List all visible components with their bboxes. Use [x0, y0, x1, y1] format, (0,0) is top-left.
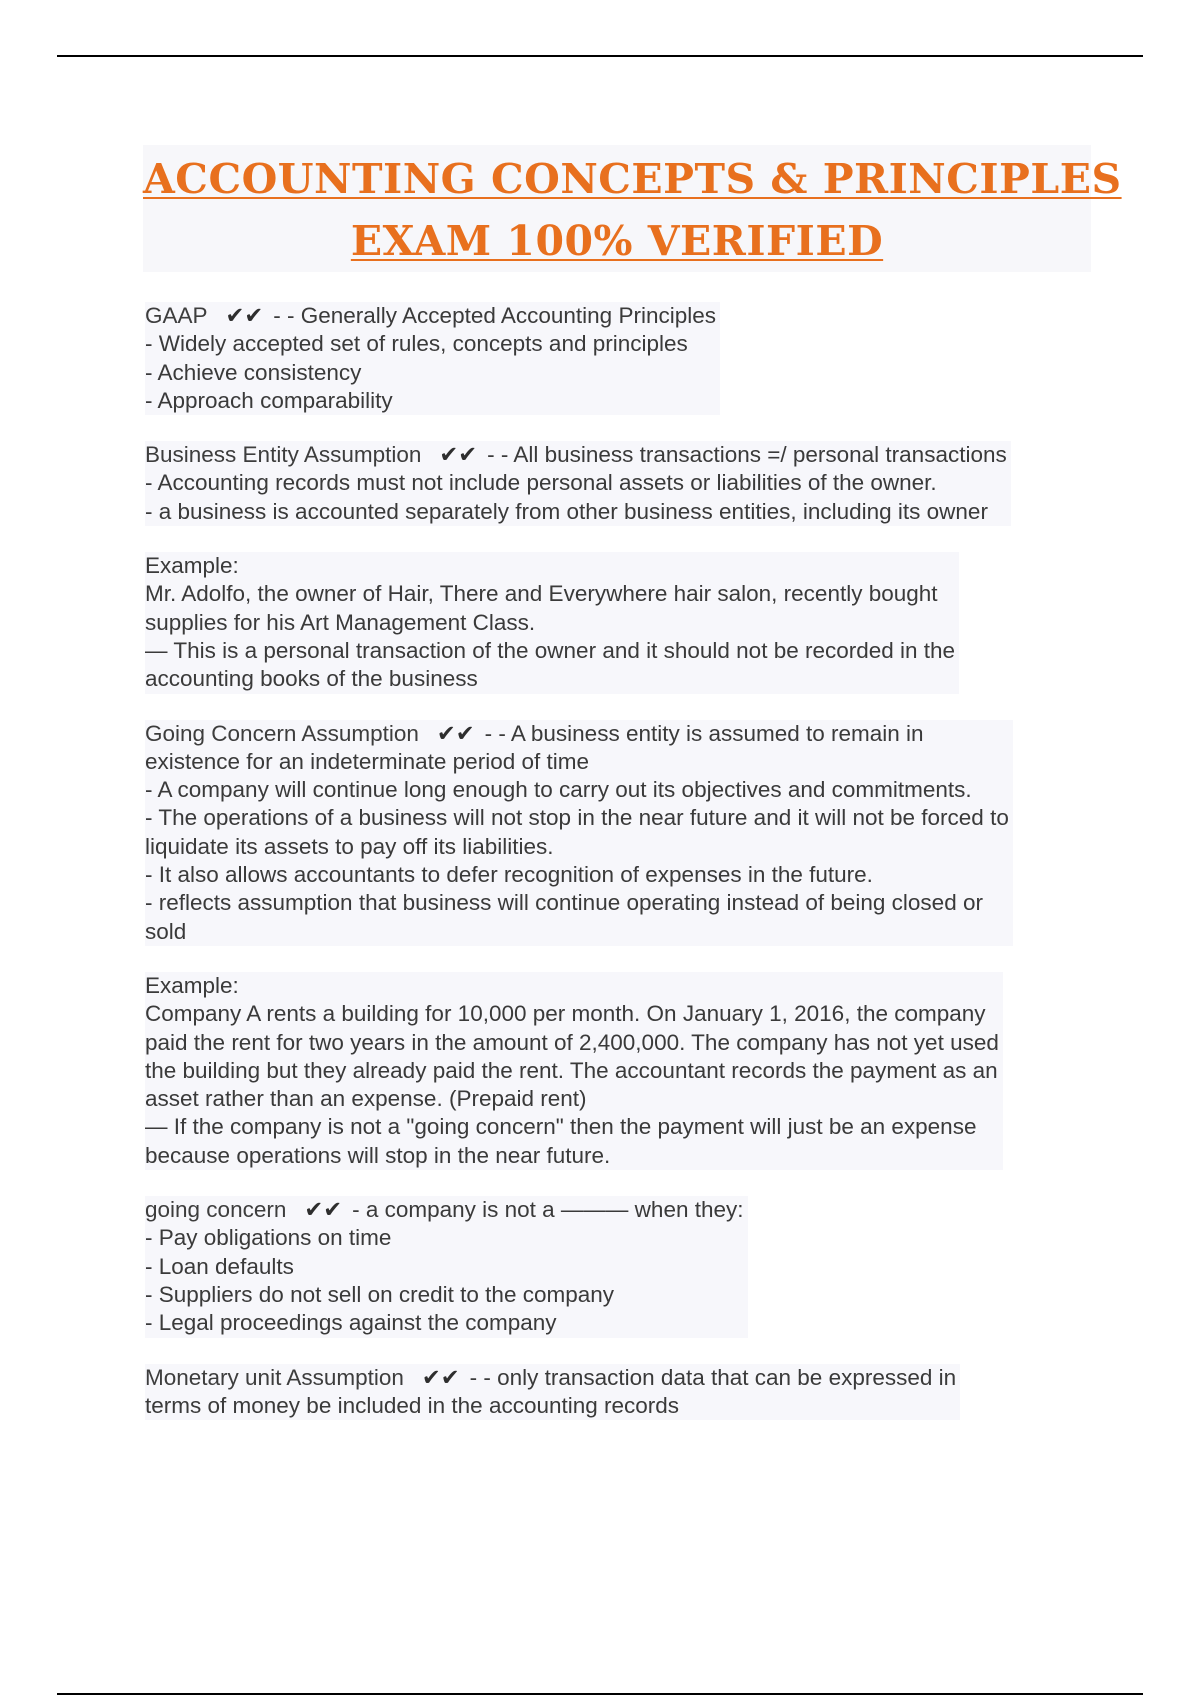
- term: going concern: [145, 1197, 287, 1223]
- bottom-rule: [57, 1693, 1143, 1695]
- text-line: - Achieve consistency: [145, 359, 362, 385]
- definition: - - Generally Accepted Accounting Principles: [273, 303, 716, 328]
- section-monetary-unit: [145, 1364, 960, 1421]
- text-line: Example:: [145, 972, 239, 998]
- text-line: the building but they already paid the rent. The accountant records the payment as an: [145, 1057, 998, 1083]
- text-line: - It also allows accountants to defer recognition of expenses in the future.: [145, 862, 873, 888]
- text-line: paid the rent for two years in the amount of 2,400,000. The company has not yet used: [145, 1029, 999, 1055]
- text-line: - A company will continue long enough to carry out its objectives and commitments.: [145, 777, 972, 803]
- definition: - - A business entity is assumed to remain in: [484, 720, 924, 746]
- section-business-entity: [145, 441, 1011, 526]
- text-line: Example:: [145, 553, 239, 579]
- check-icon: ✔✔: [304, 1197, 343, 1223]
- check-icon: ✔✔: [225, 303, 264, 328]
- text-line: supplies for his Art Management Class.: [145, 609, 536, 635]
- text-line: - Approach comparability: [145, 387, 393, 413]
- section-going-concern: [145, 720, 1013, 946]
- term: GAAP: [145, 303, 208, 328]
- section-example-1: [145, 552, 959, 693]
- section-example-2: [145, 972, 1003, 1170]
- text-line: Mr. Adolfo, the owner of Hair, There and Everywhere hair salon, recently bought: [145, 581, 938, 607]
- text-line: - Widely accepted set of rules, concepts and principles: [145, 331, 688, 357]
- definition: - - All business transactions =/ personal transactions: [487, 442, 1007, 468]
- text-line: - Suppliers do not sell on credit to the company: [145, 1281, 615, 1307]
- section-heading: [145, 302, 716, 330]
- text-line: - The operations of a business will not stop in the near future and it will not be forced to: [145, 805, 1009, 831]
- text-line: - a business is accounted separately from other business entities, including its owner: [145, 498, 988, 524]
- text-line: - Legal proceedings against the company: [145, 1310, 557, 1336]
- section-heading: [145, 1364, 956, 1392]
- text-line: — This is a personal transaction of the owner and it should not be recorded in the: [145, 637, 956, 663]
- text-line: liquidate its assets to pay off its liabilities.: [145, 833, 554, 859]
- top-rule: [57, 55, 1143, 57]
- text-line: because operations will stop in the near future.: [145, 1142, 611, 1168]
- definition: - - only transaction data that can be expressed in: [469, 1364, 957, 1390]
- section-heading: [145, 1196, 744, 1224]
- title-line-1: ACCOUNTING CONCEPTS & PRINCIPLES: [143, 155, 1122, 203]
- text-line: - Pay obligations on time: [145, 1225, 392, 1251]
- text-line: - Accounting records must not include personal assets or liabilities of the owner.: [145, 470, 937, 496]
- term: Business Entity Assumption: [145, 442, 422, 468]
- title-line-2: EXAM 100% VERIFIED: [350, 217, 884, 265]
- document-body: [145, 302, 1080, 1446]
- check-icon: ✔✔: [421, 1364, 460, 1390]
- title-banner: [143, 145, 1122, 272]
- check-icon: ✔✔: [436, 720, 475, 746]
- text-line: accounting books of the business: [145, 666, 478, 692]
- text-line: — If the company is not a "going concern" then the payment will just be an expense: [145, 1114, 977, 1140]
- definition: - a company is not a ——— when they:: [352, 1197, 744, 1223]
- term: Monetary unit Assumption: [145, 1364, 404, 1390]
- text-line: sold: [145, 918, 187, 944]
- text-line: Company A rents a building for 10,000 per month. On January 1, 2016, the company: [145, 1001, 986, 1027]
- text-line: - reflects assumption that business will continue operating instead of being closed or: [145, 890, 983, 916]
- section-gaap: [145, 302, 720, 415]
- term: Going Concern Assumption: [145, 720, 419, 746]
- check-icon: ✔✔: [439, 442, 478, 468]
- section-going-concern-question: [145, 1196, 748, 1337]
- section-heading: [145, 441, 1007, 469]
- text-line: terms of money be included in the accounting records: [145, 1392, 680, 1418]
- text-line: existence for an indeterminate period of time: [145, 748, 589, 774]
- text-line: asset rather than an expense. (Prepaid rent): [145, 1086, 587, 1112]
- section-heading: [145, 720, 1009, 748]
- text-line: - Loan defaults: [145, 1253, 294, 1279]
